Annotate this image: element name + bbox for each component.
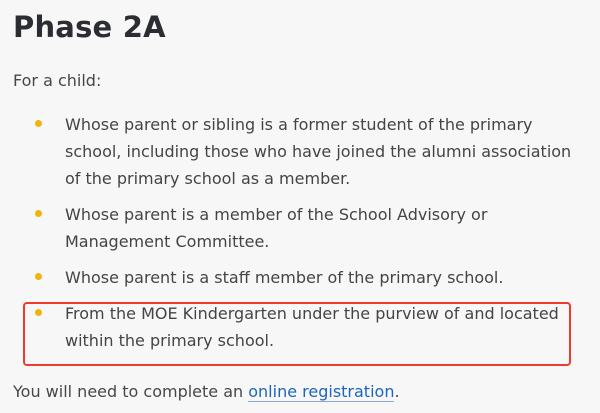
- bullet-icon: [35, 120, 42, 127]
- criteria-item-text: From the MOE Kindergarten under the purview of and located within the primary school.: [65, 304, 559, 350]
- highlight-box: [23, 302, 571, 366]
- footer-text: [13, 378, 400, 405]
- page-title: Phase 2A: [13, 10, 166, 44]
- bullet-icon: [35, 273, 42, 280]
- criteria-item-text: Whose parent or sibling is a former student of the primary school, including those who have joined the alumni association of the primary school as a member.: [65, 115, 572, 188]
- criteria-item-text: Whose parent is a staff member of the primary school.: [65, 268, 504, 287]
- criteria-item-text: Whose parent is a member of the School Advisory or Management Committee.: [65, 205, 488, 251]
- footer-prefix: You will need to complete an: [13, 382, 249, 401]
- criteria-item-staff: [0, 264, 600, 291]
- criteria-item-committee: [0, 201, 600, 255]
- online-registration-link[interactable]: online registration: [248, 382, 395, 401]
- intro-text: For a child:: [13, 71, 102, 90]
- footer-suffix: .: [394, 382, 400, 401]
- bullet-icon: [35, 210, 42, 217]
- criteria-item-former-student: [0, 111, 600, 192]
